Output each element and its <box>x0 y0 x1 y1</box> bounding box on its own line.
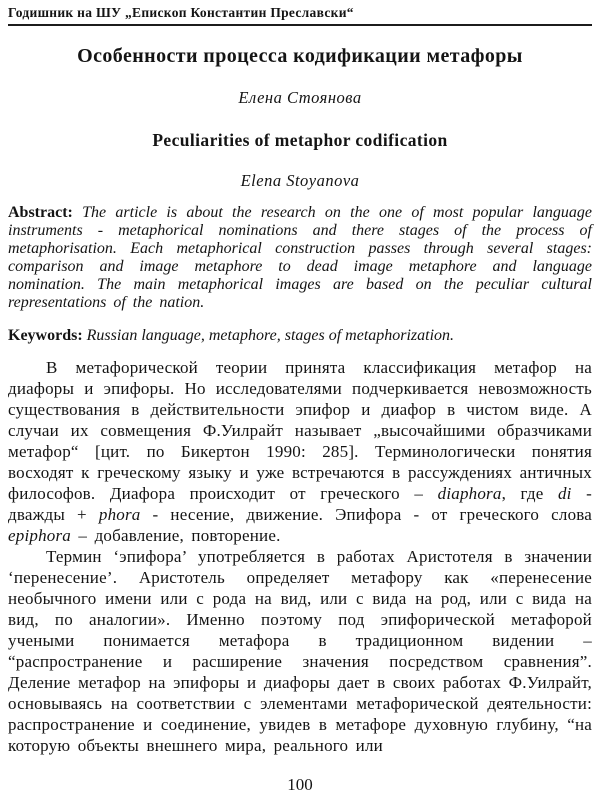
body-paragraph: В метафорической теории принята классификация метафор на диафоры и эпифоры. Но исследователями подчеркивается невозможность существования в действительности эпифор и диафор в чистом виде. А случаи их совмещения Ф.Уилрайт называет „высочайшими образчиками метафор“ [цит. по Бикертон 1990: 285]. Терминологически понятия восходят к греческому языку и уже встречаются в рассуждениях античных философов. Диафора происходит от греческого – diaphora, где di - дважды + phora - несение, движение. Эпифора - от греческого слова epiphora – добавление, повторение. <box>8 358 593 545</box>
article-body <box>8 357 592 756</box>
article-title-ru: Особенности процесса кодификации метафоры <box>77 45 523 67</box>
body-paragraph: Термин ‘эпифора’ употребляется в работах Аристотеля в значении ‘перенесение’. Аристотель определяет метафору как «перенесение необычного имени или с рода на вид, или с вида на род, или с вида на вид, по аналогии». Именно поэтому под эпифорической метафорой учеными понимается метафора в традиционном видении – “распространение и расширение значения посредством сравнения”. Деление метафор на эпифоры и диафоры дает в своих работах Ф.Уилрайт, основываясь на соответствии с элементами метафорической деятельности: распространение и соединение, увидев в метафоре духовную глубину, “на которую объекты внешнего мира, реального или <box>8 547 592 755</box>
keywords-section <box>8 327 592 345</box>
article-title-en: Peculiarities of metaphor codification <box>152 130 448 150</box>
article-author-en: Elena Stoyanova <box>240 171 360 190</box>
abstract-section <box>8 204 592 312</box>
running-head: Годишник на ШУ „Епископ Константин Преславски“ <box>8 3 592 26</box>
abstract-label: Abstract: <box>8 204 73 221</box>
keywords-label: Keywords: <box>8 327 83 344</box>
page-number: 100 <box>0 773 600 795</box>
keywords-text: Russian language, metaphore, stages of metaphorization. <box>86 327 455 344</box>
article-author-ru: Елена Стоянова <box>238 88 362 107</box>
abstract-text: The article is about the research on the one of most popular language instruments - metaphorical nominations and there stages of the process of metaphorisation. Each metaphorical construction passes through several stages: comparison and image metaphore to dead image metaphore and language nomination. The main metaphorical images are based on the peculiar cultural representations of the nation. <box>8 204 593 311</box>
